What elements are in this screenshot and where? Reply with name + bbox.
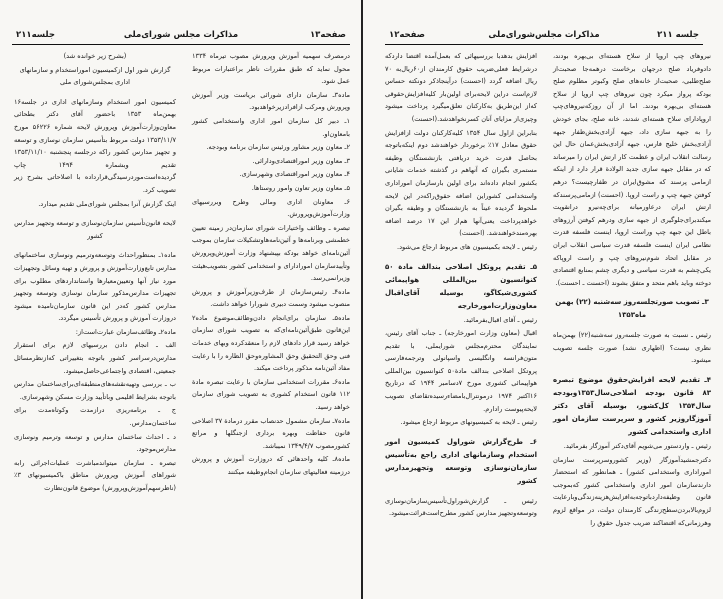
- left-page-right-column: [192, 50, 350, 480]
- article-1: ماده۱ـ بمنظوراحداث وتوسعه‌وترمیم ونوسازی ساختمانهای مدارس تابع‌وزارت‌آموزش و پرورش و تهیه وسائل وتجهیزات مورد نیاز آنها وتعیین‌معیارها واستانداردهای مطلوب برای تجهیزات مدارس‌مذکور سازمان نوسازی وتوسعه وتجهیز مدارس کشور که‌در این قانون سازمان‌نامیده میشود دروزارت آموزش و پرورش تأسیس میگردد.: [14, 251, 176, 323]
- running-title: مذاکرات مجلس شورای‌ملی: [123, 30, 239, 40]
- agenda-item-3-heading: ۳ـ تصویب صورتجلسه‌روز سه‌شنبه (۲۲) بهمن ماه۱۳۵۳: [555, 298, 709, 320]
- running-title: مذاکرات مجلس‌شورای‌ملی: [488, 30, 600, 40]
- agenda-item-4-heading: ۴ـ تقدیم لایحه افزایش‌حقوق موضوع تبصره ۸۳ قانون بودجه اصلاحی‌سال۱۳۵۳وبودجه سال۱۳۵۴ کل‌کشور، بوسیله آقای دکتر آموزگاروزیر کشور و سرپرست سازمان امور اداری واستخدامی کشور: [553, 376, 711, 437]
- paragraph: رئیس ـ گزارش‌شوراول‌تأسیس‌سازمان‌نوسازی وتوسعه‌وتجهیز مدارس کشور مطرح‌است‌قرائت‌میشود.: [385, 496, 537, 518]
- right-page-header: [385, 30, 703, 45]
- clause-d: د ـ احداث ساختمان مدارس و توسعه وترمیم ونوسازی مدارس‌موجود.: [14, 432, 176, 454]
- paragraph: رئیس ـ آقای اقبال‌بفرمائید.: [463, 315, 537, 324]
- report-title: گزارش شور اول ازکمیسیون اموراستخدام و سازمانهای اداری بمجلس‌شورای ملی: [19, 65, 171, 87]
- list-item: ۴ـ معاون وزیر اموراقتصادی وشهرسازی.: [239, 170, 350, 179]
- paragraph: رئیس ـ واردستور می‌شویم آقای‌دکتر آموزگار بفرمائید.: [563, 442, 711, 451]
- bill-title: لایحه قانون‌تأسیس سازمان‌نوسازی و توسعه وتجهیز مدارس کشور: [14, 219, 176, 240]
- speech-paragraph: افزایش بدهدبا بررسیهائی که بعمل‌آمده اقتضا دارد‌که درشرایط فعلی‌ضریب حقوق کارمندان از۶۰ریال‌به ۷۰ ریال اضافه گردد (احسنت) درآینجاذکر دونکته حساس لازم‌است دراین لایحه‌برای اولین‌بار کلیه‌افزایش‌حقوقی که‌از این‌طریق به‌کارکنان تعلق‌میگیرد پرداخت میشود وچیزی‌از مزایای آنان کسرنخواهدشد.(احسنت): [385, 52, 538, 123]
- list-item: ۲ـ معاون وزیر مشاور ورئیس سازمان برنامه وبودجه.: [206, 143, 350, 152]
- agenda-item-5-heading: ۵ـ تقدیم پروتکل اصلاحی بندالف مادة ۵۰ کنوانسیون بین‌المللی هواپیمائی کشوری‌شیکاگو، بوسیله آقای‌اقبال معاون‌وزارت‌امورخارجه: [385, 262, 537, 310]
- reading-note: (بشرح زیر خوانده شد): [63, 52, 127, 60]
- agenda-item-6-heading: ۶ـ طرح‌گزارش شوراول کمیسیون امور استخدام وسازمانهای اداری راجع به‌تأسیس سازمان‌نوسازی وتوسعه وتجهیزمدارس کشور: [385, 437, 537, 485]
- clause-b: ب ـ بررسی وتهیه‌نقشه‌های‌منطبقه‌ای‌برای‌ساختمان مدارس باتوجه بشرایط اقلیمی وبا‌تأیید وزارت مسکن وشهرسازی.: [14, 380, 176, 401]
- paragraph: کمیسیون امور استخدام وسازمانهای اداری در جلسه۱۶ بهمن‌ماه ۱۳۵۳ باحضور آقای دکتر بطحائی معاون‌وزارت‌آموزش وپرورش لایحه شماره ۵۶۲۲۶ مورخ ۱۳۵۳/۱۱/۷ دولت مربوط بتأسیس سازمان نوسازی و توسعه و تجهیز مدارس کشور راکه درجلسه پنجشنبه ۱۳۵۳/۱۱/۱۰ تقدیم وبشماره ۱۴۹۴ چاپ گردیده‌است‌موردرسیدگی‌قرارداده با اصلاحاتی بشرح زیر تصویب کرد.: [14, 97, 176, 194]
- speech-paragraph: نیروهای چپ اروپا از سلاح هسته‌ای بی‌بهره بودند، دادوفریاد صلح درجهان برخاست درهمه‌جا صحبت‌از صلح‌طلبی، صحبت‌از خانه‌های صلح وکبوتر مظلوم صلح بودکه پرواز میکرد چون نیروهای چپ اروپا از سلاح هسته‌ای بی‌بهره بودند. اما از آن روزکه‌نیروهای‌چپ اروپادارای سلاح هسته‌ای شدند، خانه صلح، بجای خودش را به جبهه سازی داد، جبهه آزادی‌بخش‌ظفار جبهه آزادی‌بخش خلیج فارس، جبهه آزادی‌بخش‌عمان حال این رسالت انقلاب ایران و عظمت کار ارتش ایران را میرساند که در مقابل جبهه سازی جدید الولادة قرار دارد از اینکه ازمامی پرسند که مشوق‌ایران در ظفارچیست؟ درهم کوفتن جبهه چپ و راست اروپا. (احسنت) ازمامی‌پرسندکه ارتش ایران درعاورمیانه برای‌چه‌نیرو درانقویت میکندبرای‌جلوگیری از جبهه سازی ودرهم کوفتن آرزوهای باطل این جبهه چپ وراست اروپا، اینست فلسفه قدرت نظامی ایران اینست فلسفه قدرت سیاسی انقلاب ایران در مقابل اتحاد شوم‌نیروهای چپ و راست اروپاکه یکی‌چشم به قدرت سیاسی و دیگری چشم بمنابع اقتصادی دوخته وباید باهم متحد و متفق بشوند (احسنت ـ احسنت).: [553, 52, 711, 287]
- speech-paragraph: اقبال (معاون وزارت امورخارجه) ـ جناب آقای رئیس، نمایندگان محترم‌مجلس شورایملی، با تقدیم متون‌فرانسه وانگلیسی واسپانولی وترجمه‌فارسی پروتکل اصلاحی بندالف‌ مادة۵۰ کنوانسیون بین‌المللی هواپیمائی کشوری مورخ ۷دسامبر ۱۹۴۴ که درتاریخ ۱۶اکتبر ۱۹۷۴ درمونترال‌بامضاءرسیده‌تقاضای تصویب لایحه‌پیوست رادارم.: [385, 329, 538, 413]
- note: تبصره ـ سازمان میتواندمباشرت عملیات‌اجرائی رابه شوراهای آموزش وپرورش مناطق باکمیسیونهای ۳٪ (ناظرسهم‌آموزش‌وپرورش) موضوع قانون‌نظارت: [14, 458, 176, 492]
- article-2: ماده۲ـ وظائف‌سازمان عبارت‌است‌از:: [75, 327, 176, 336]
- left-page-left-column: [14, 50, 176, 496]
- page-number: صفحه۱۳: [309, 30, 346, 40]
- article-3: ماده۳ـ سازمان دارای شورائی بریاست وزیر آموزش وپرورش ومرکب ازافرادزیرخواهدبود.: [192, 90, 350, 112]
- clause-a: الف ـ انجام دادن بررسیهای لازم برای استقرار مدارس‌درسراسر کشور باتوجه بتغییراتی که‌ازنظرمسائل جمعیتی، اقتصادی واجتماعی‌حاصل‌میشود.: [14, 341, 176, 375]
- right-page-right-column: [553, 50, 711, 530]
- right-page-left-column: [385, 50, 537, 521]
- page-number: صفحه۱۲: [389, 30, 426, 40]
- article-4: ماده۴ـ رئیس‌سازمان از طرف‌وزیرآموزش و پرورش منصوب میشود وسمت دبیری شورارا خواهد داشت.: [192, 287, 350, 309]
- article-7: ماده۷ـ سازمان مشمول حدنصاب مقرر درمادة ۳۷ اصلاحی قانون حفاظت وبهره برداری ازجنگلها و مراتع کشورمصوب ۱۳۴۹/۴/۷ نمیباشد.: [192, 416, 350, 450]
- article-6: ماده۶ـ مقررات استخدامی سازمان با رعایت تبصره مادة ۱۱۲ قانون استخدام کشوری به تصویب شورای سازمان خواهد رسید.: [192, 377, 350, 412]
- note: تبصره ـ وظائف واختیارات شورای سازمان‌در زمینه تعیین خطمشی وبرنامه‌ها و آئین‌نامه‌هاوتشکیلات سازمان بموجب آئین‌نامه‌ای خواهد بودکه بپیشنهاد وزارت آموزش‌وپرورش وتأیید‌سازمان امورادارای و استخدامی کشور بتصویب‌هیئت وزیرانمی‌رسد.: [192, 223, 350, 283]
- list-item: ۱ـ دبیر کل سازمان امور اداری واستخدامی کشور بامعاون‌او.: [192, 116, 350, 138]
- speech-paragraph: بنابراین ازاول سال ۱۳۵۴ کلیه‌کارکنان دولت ازافزایش حقوق معادل ۱۷٪ برخوردار خواهندشد دوم اینکه‌باتوجه بحاصل قدرت خرید دریافتی بازنشستگان وظیفه مستمری بگیران که آنهاهم در گذشته خدمات شایانی بکشور انجام داده‌اند برای اولین بارسازمان اموراداری واستخدامی کشوراین اضافه حقوق‌راکه‌در این لایحه ملحوظ گردیده عیناً به بازنشستگان و وظیفه بگیران خواهدپرداخت یعنی‌آنها هم‌از این ۱۷ درصد اضافه بهره‌مندخواهندشد. (احسنت): [385, 128, 537, 238]
- list-item: ۵ـ معاون وزیر تعاون وامور روستاها.: [251, 183, 350, 192]
- paragraph: رئیس ـ لایحه به کمیسیونهای مربوط ارجاع میشود.: [400, 418, 537, 427]
- article-8: ماده۸ـ کلیه واحدهائی که دروزارت آموزش و پرورش درزمینه فعالیتهای سازمان انجام‌وظیفه میکنند: [192, 455, 350, 476]
- list-item: ۳ـ معاون وزیر اموراقتصادی‌ودارائی.: [252, 156, 350, 165]
- paragraph: اینک گزارش آنرا بمجلس شورای‌ملی تقدیم میدارد.: [38, 199, 176, 208]
- clause-c: ج ـ برنامه‌ریزی درازمدت وکوتاه‌مدت برای ساختمان‌مدارس.: [14, 406, 176, 428]
- session-number: جلسه ۲۱۱: [657, 30, 699, 40]
- session-number: جلسه۲۱۱: [16, 30, 55, 40]
- left-page-header: [12, 30, 350, 45]
- article-5: ماده۵ـ سازمان برای‌انجام دادن‌وظائف‌موضوع ماده۲ این‌قانون طبق‌آئین‌نامه‌ای‌که به تصویب شورای سازمان خواهد رسید قرار دادهای لازم را منعقدکرده وبهای خدمات فنی وحق التحقیق وحق المشاوره‌وحق‌ الظاره را با رعایت مفاد آئین‌نامه مذکور پرداخت میکند.: [192, 313, 350, 373]
- speech-paragraph: دکترجمشیدآموزگار (وزیر کشوروسرپرست سازمان اموراداری واستخدامی کشور) ـ همانطور که استحضار دارندسازمان امور اداری واستخدامی کشور که‌بموجب قانون وظیفه‌دارد‌باتوجه‌به‌افزایش‌هزینه‌زندگی‌وبارعایت لزوم‌بالابردن‌سطح‌زندگی کارمندان دولت، در مواقع لزوم وهرزمانی‌که اقتضا‌کند ضریب جدول حقوق را: [553, 455, 711, 527]
- paragraph: درمصرف سهمیه آموزش وپرورش مصوب تیرماه ۱۳۳۴ محول نماید که طبق مقررات ناظر براعتبارات مربوط عمل شود.: [192, 52, 350, 86]
- paragraph: رئیس ـ لایحه بکمیسیون های مربوط ارجاع می‌شود.: [397, 242, 537, 251]
- paragraph: رئیس ـ نسبت به صورت جلسه‌روز سه‌شنبه(۲۲) بهمن‌ماه نظری نیست؟ (اظهاری نشد) صورت جلسه تصویب میشود.: [553, 331, 711, 365]
- right-page: [363, 0, 723, 599]
- list-item: ۶ـ معاونان اداری ومالی وطرح وبررسیهای وزارت‌آموزش‌وپرورش.: [192, 197, 350, 219]
